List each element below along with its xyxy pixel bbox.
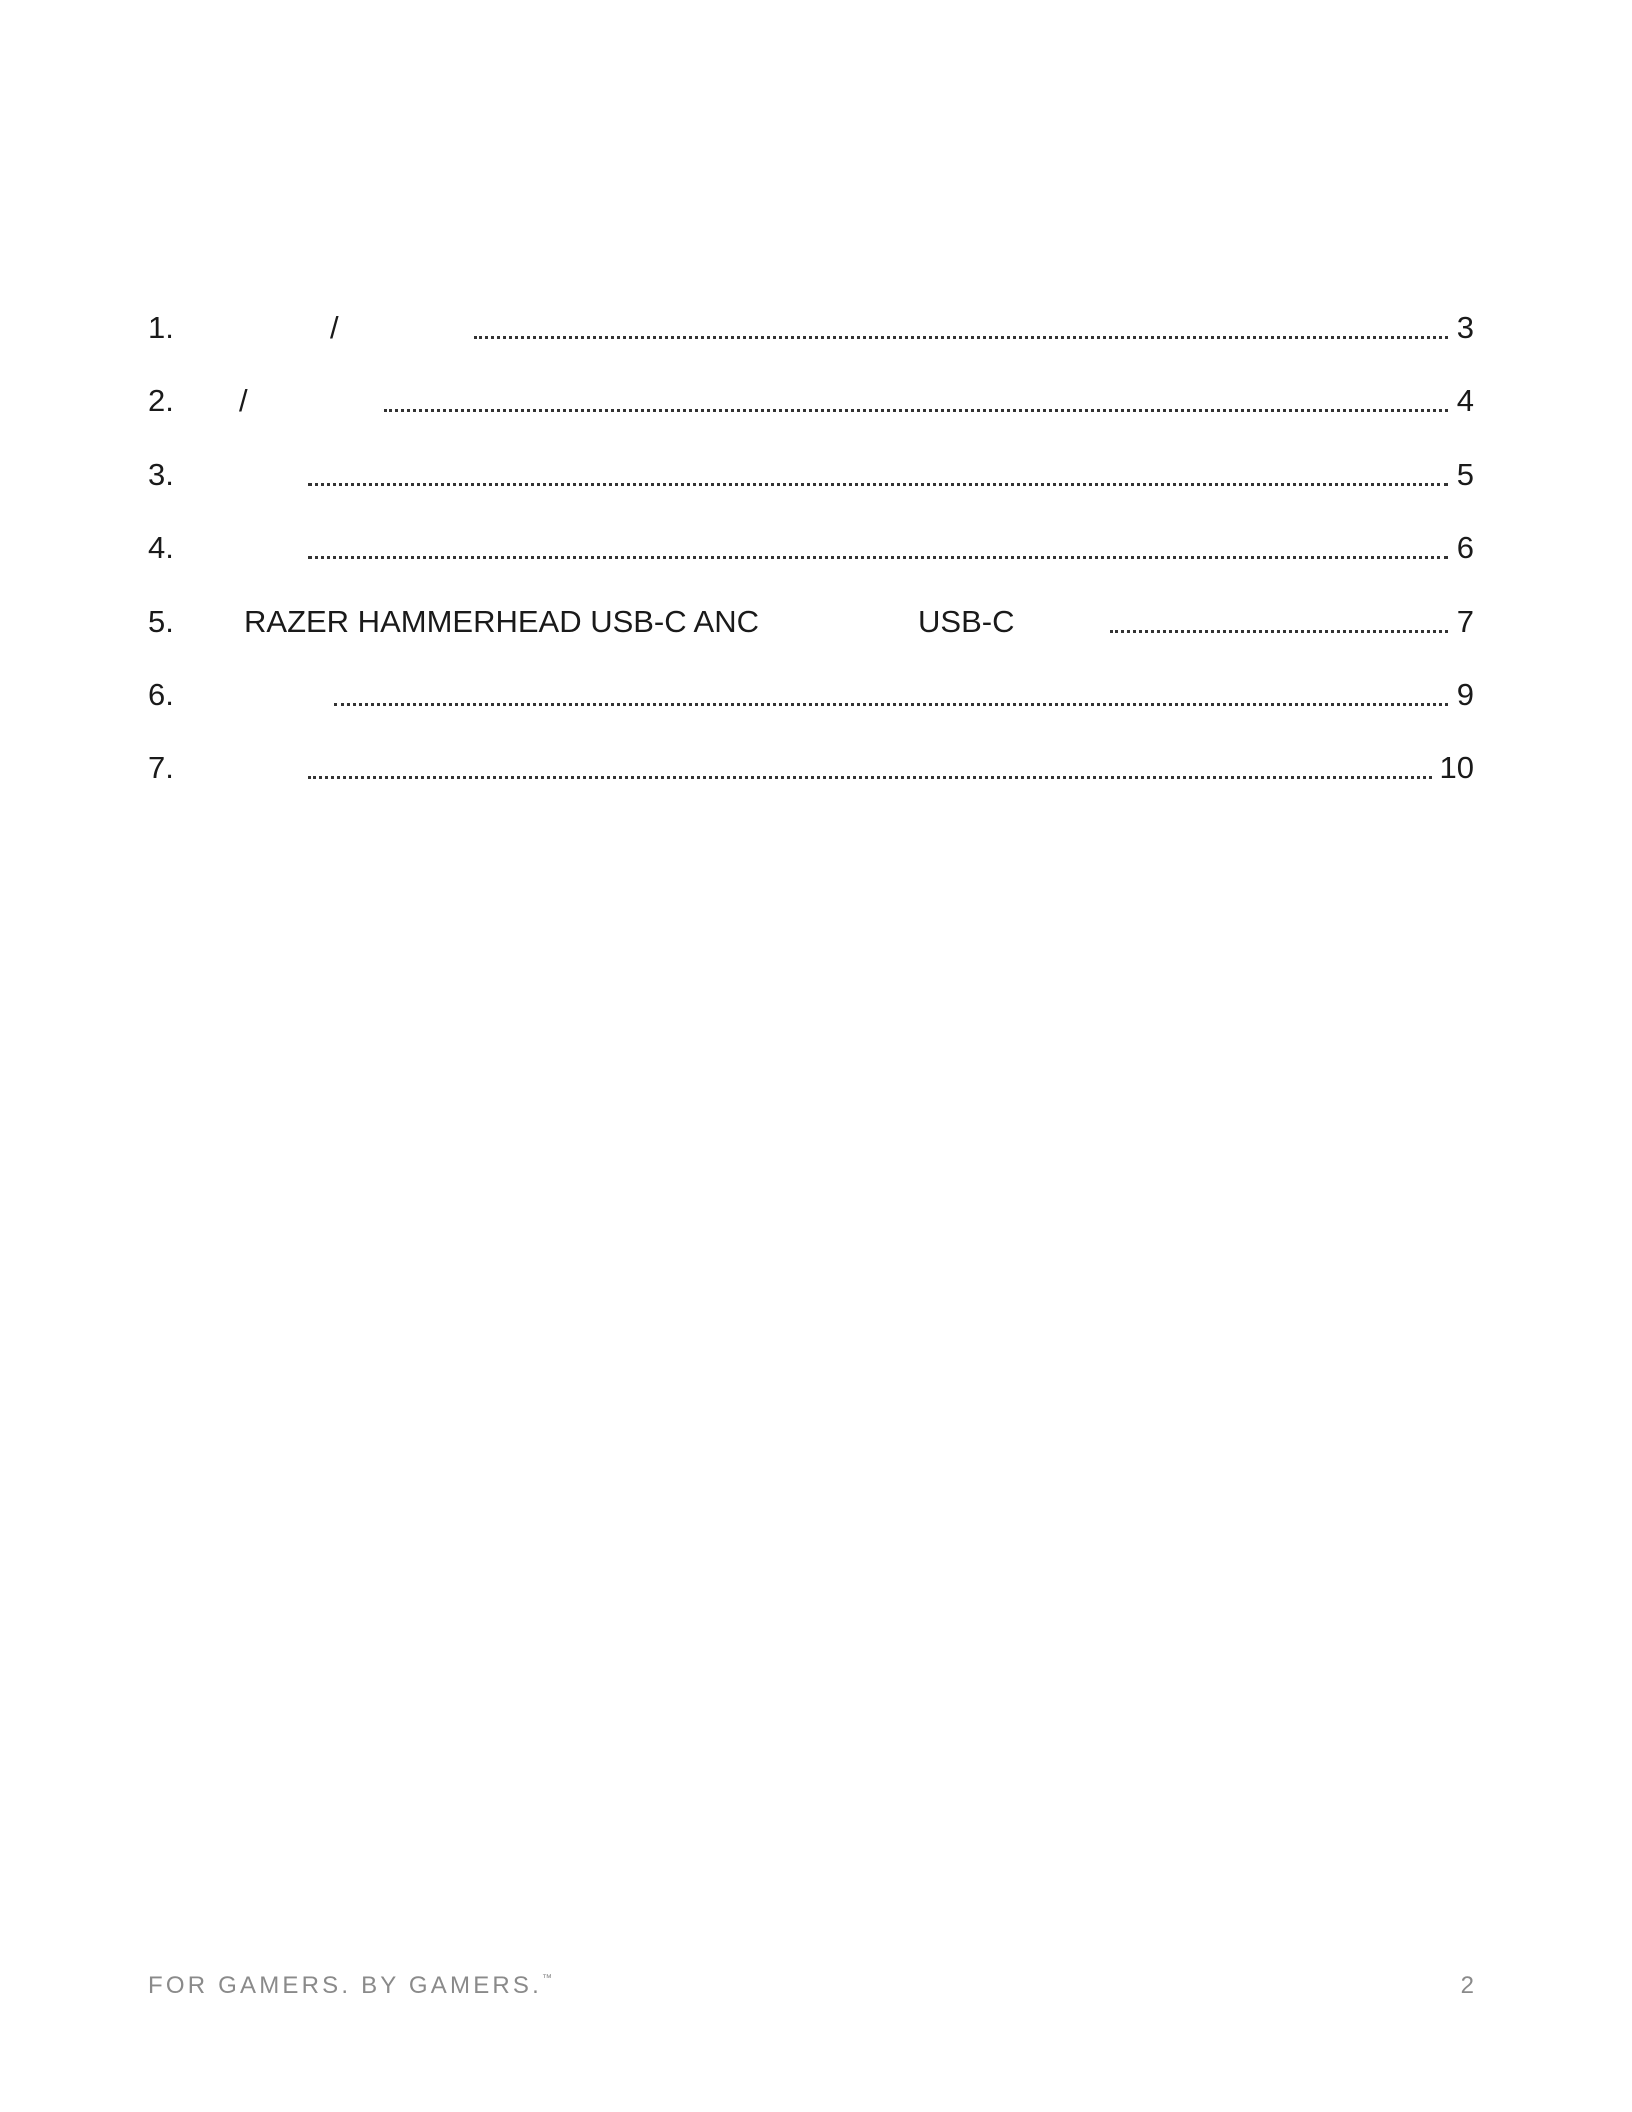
toc-leader-dots	[1110, 630, 1448, 633]
toc-entry-4[interactable]	[148, 524, 1474, 597]
toc-entry-number: 1.	[148, 310, 174, 345]
toc-entry-page: 3	[1456, 310, 1474, 345]
toc-entry-6[interactable]	[148, 671, 1474, 744]
toc-leader-dots	[384, 409, 1448, 412]
toc-entry-number: 4.	[148, 530, 174, 566]
toc-leader-dots	[308, 483, 1448, 486]
toc-entry-page: 10	[1439, 750, 1474, 786]
toc-entry-page: 7	[1456, 603, 1474, 639]
trademark-symbol: ™	[542, 1973, 553, 1984]
toc-entry-number: 6.	[148, 676, 174, 712]
toc-entry-number: 7.	[148, 750, 174, 786]
toc-entry-text: USB-C	[918, 603, 1015, 639]
toc-entry-5[interactable]	[148, 598, 1474, 671]
toc-entry-text: RAZER HAMMERHEAD USB-C ANC	[244, 603, 759, 639]
toc-leader-dots	[308, 556, 1448, 559]
toc-entry-number: 3.	[148, 456, 174, 492]
toc-entry-7[interactable]	[148, 744, 1474, 817]
toc-entry-page: 5	[1456, 456, 1474, 492]
toc-entry-number: 5.	[148, 603, 174, 639]
toc-entry-text: /	[330, 310, 339, 345]
footer-tagline	[148, 1972, 552, 2000]
toc-entry-page: 4	[1456, 383, 1474, 419]
footer-tagline-text: FOR GAMERS. BY GAMERS.	[148, 1972, 543, 1999]
toc-entry-2[interactable]	[148, 377, 1474, 450]
toc-leader-dots	[308, 776, 1432, 779]
toc-entry-1[interactable]	[148, 304, 1474, 377]
toc-leader-dots	[334, 703, 1448, 706]
toc-entry-text: /	[239, 383, 248, 419]
toc-entry-number: 2.	[148, 383, 174, 419]
toc-entry-page: 9	[1456, 676, 1474, 712]
toc-entry-page: 6	[1456, 530, 1474, 566]
toc-leader-dots	[474, 336, 1448, 339]
table-of-contents	[148, 304, 1474, 818]
toc-entry-3[interactable]	[148, 451, 1474, 524]
footer-page-number: 2	[1460, 1972, 1474, 1999]
